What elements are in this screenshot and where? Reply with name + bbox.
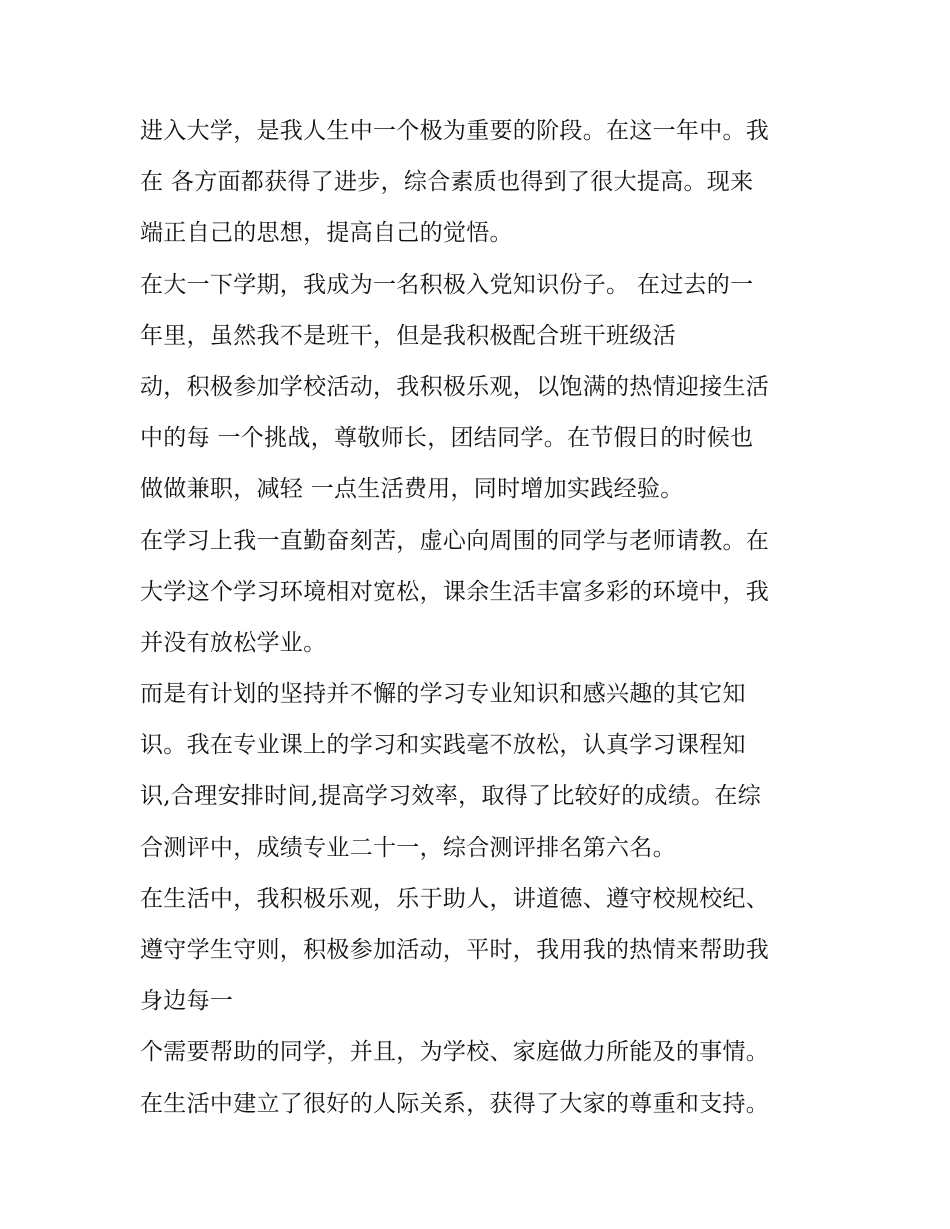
- text-line: 识,合理安排时间,提高学习效率，取得了比较好的成绩。在综: [140, 783, 762, 810]
- text-line: 进入大学，是我人生中一个极为重要的阶段。在这一年中。我: [140, 118, 770, 144]
- text-line: 在生活中建立了很好的人际关系，获得了大家的尊重和支持。: [140, 1090, 770, 1117]
- text-line: 而是有计划的坚持并不懈的学习专业知识和感兴趣的其它知: [140, 681, 746, 708]
- text-line: 在生活中，我积极乐观，乐于助人，讲道德、遵守校规校纪、: [140, 885, 770, 912]
- text-line: 识。我在专业课上的学习和实践毫不放松，认真学习课程知: [140, 732, 746, 759]
- text-line: 年里，虽然我不是班干，但是我积极配合班干班级活: [140, 322, 676, 349]
- text-line: 大学这个学习环境相对宽松，课余生活丰富多彩的环境中，我: [140, 578, 770, 605]
- text-line: 身边每一: [140, 988, 234, 1015]
- text-line: 在 各方面都获得了进步，综合素质也得到了很大提高。现来: [140, 169, 754, 196]
- text-line: 遵守学生守则，积极参加活动，平时，我用我的热情来帮助我: [140, 937, 770, 963]
- text-line: 动，积极参加学校活动，我积极乐观，以饱满的热情迎接生活: [140, 373, 770, 400]
- document-body: [140, 106, 830, 1130]
- text-line: 在学习上我一直勤奋刻苦，虚心向周围的同学与老师请教。在: [140, 527, 770, 554]
- text-line: 在大一下学期，我成为一名积极入党知识份子。 在过去的一: [140, 271, 754, 298]
- text-line: 端正自己的思想，提高自己的觉悟。: [140, 220, 513, 247]
- text-line: 个需要帮助的同学，并且，为学校、家庭做力所能及的事情。: [140, 1039, 770, 1066]
- text-line: 合测评中，成绩专业二十一，综合测评排名第六名。: [140, 834, 676, 861]
- text-line: 做做兼职，减轻 一点生活费用，同时增加实践经验。: [140, 476, 684, 503]
- text-line: 中的每 一个挑战，尊敬师长，团结同学。在节假日的时候也: [140, 425, 754, 452]
- text-line: 并没有放松学业。: [140, 629, 327, 656]
